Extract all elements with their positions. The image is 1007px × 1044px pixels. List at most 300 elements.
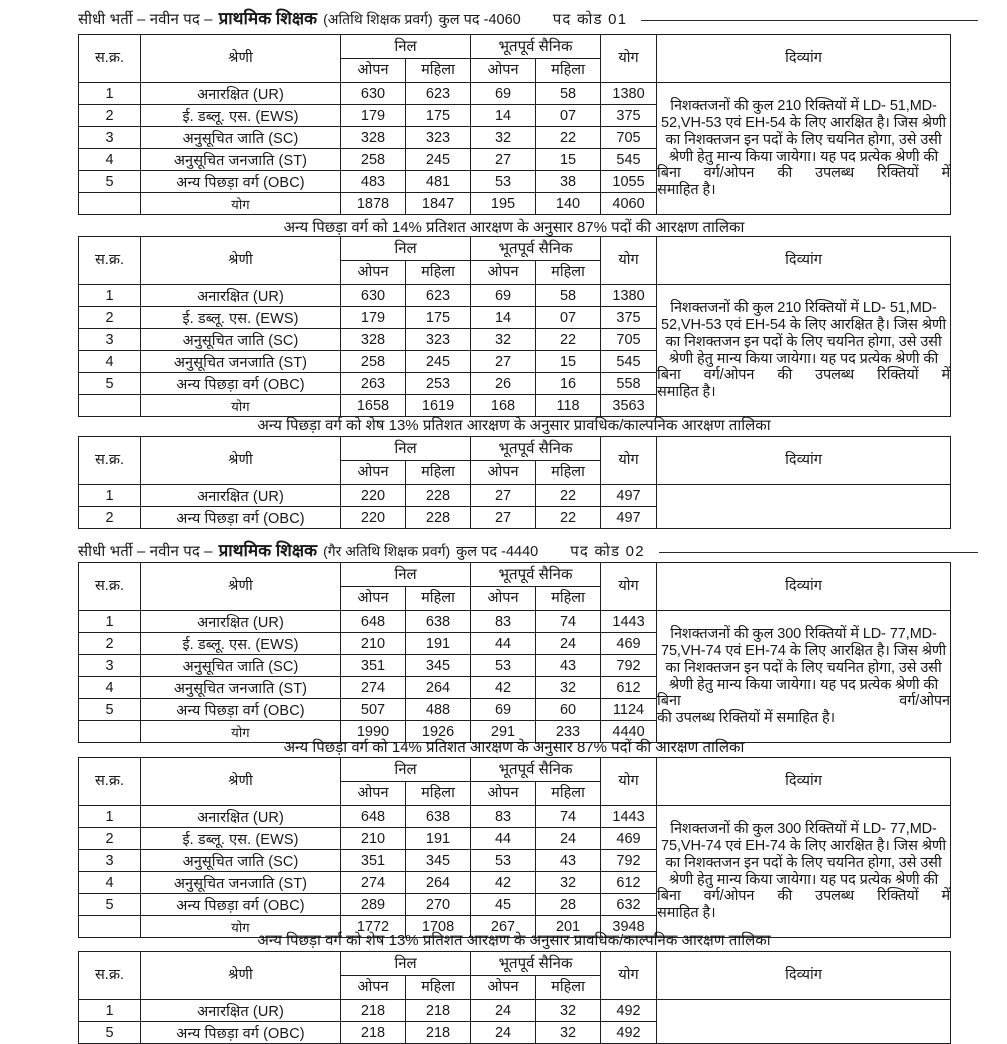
cell-nil-female: 218 — [406, 1022, 471, 1044]
cell-serial: 2 — [79, 633, 141, 655]
cell-nil-female: 191 — [406, 828, 471, 850]
header-nil-open: ओपन — [341, 782, 406, 806]
cell-nil-open: 220 — [341, 507, 406, 529]
cell-ex-female: 58 — [536, 285, 601, 307]
header-ex-female: महिला — [536, 782, 601, 806]
cell-ex-open: 83 — [471, 806, 536, 828]
header-group-nil: निल — [341, 952, 471, 976]
cell-sum-ex-female: 140 — [536, 193, 601, 215]
header-group-nil: निल — [341, 237, 471, 261]
cell-serial: 4 — [79, 872, 141, 894]
header-group-nil: निल — [341, 437, 471, 461]
cell-nil-female: 245 — [406, 149, 471, 171]
cell-ex-female: 28 — [536, 894, 601, 916]
cell-ex-open: 53 — [471, 850, 536, 872]
cell-ex-female: 22 — [536, 127, 601, 149]
cell-nil-open: 648 — [341, 611, 406, 633]
cell-sum-ex-female: 201 — [536, 916, 601, 938]
cell-nil-female: 623 — [406, 285, 471, 307]
cell-ex-open: 83 — [471, 611, 536, 633]
heading-lead-text: सीधी भर्ती – नवीन पद – — [78, 543, 213, 560]
table-header — [79, 563, 951, 611]
table-row — [79, 485, 951, 507]
cell-total: 1124 — [601, 699, 657, 721]
header-nil-female: महिला — [406, 59, 471, 83]
cell-ex-female: 24 — [536, 828, 601, 850]
table-title-2-2: अन्य पिछड़ा वर्ग को 14% प्रतिशत आरक्षण के अनुसार 87% पदों की आरक्षण तालिका — [283, 739, 745, 756]
cell-sum-ex-female: 118 — [536, 395, 601, 417]
header-ex-open: ओपन — [471, 261, 536, 285]
cell-sum-nil-female: 1847 — [406, 193, 471, 215]
cell-ex-female: 58 — [536, 83, 601, 105]
cell-total: 632 — [601, 894, 657, 916]
table-header — [79, 237, 951, 285]
cell-category: अन्य पिछड़ा वर्ग (OBC) — [141, 894, 341, 916]
reservation-table-2-3 — [78, 951, 951, 1044]
cell-nil-open: 218 — [341, 1022, 406, 1044]
cell-nil-open: 258 — [341, 351, 406, 373]
cell-nil-open: 274 — [341, 872, 406, 894]
header-total: योग — [601, 952, 657, 1000]
note-line: 77,MD-75,VH-74 एवं EH-74 के लिए आरक्षित — [661, 626, 937, 659]
table-body — [79, 485, 951, 529]
table-body — [79, 611, 951, 743]
table-body — [79, 806, 951, 938]
heading-lead-text: सीधी भर्ती – नवीन पद – — [78, 11, 213, 28]
table-row — [79, 285, 951, 307]
cell-total: 1443 — [601, 611, 657, 633]
cell-sum-nil-female: 1926 — [406, 721, 471, 743]
cell-category: अनारक्षित (UR) — [141, 806, 341, 828]
note-line: निशक्तजनों की कुल 300 रिक्तियों में LD- — [670, 821, 886, 838]
cell-total: 375 — [601, 307, 657, 329]
note-line: बिना वर्ग/ओपन की उपलब्ध रिक्तियों में — [657, 165, 951, 182]
cell-nil-female: 488 — [406, 699, 471, 721]
table-block-2-1 — [78, 562, 951, 743]
cell-sum-nil-female: 1708 — [406, 916, 471, 938]
note-line: पदों के लिए चयनित होगा, उसे उसी श्रेणी हेतु — [668, 131, 942, 165]
header-divyang: दिव्यांग — [657, 237, 951, 285]
cell-nil-female: 264 — [406, 677, 471, 699]
table-block-1-1 — [78, 34, 951, 215]
cell-divyang-empty — [657, 485, 951, 529]
cell-nil-open: 328 — [341, 127, 406, 149]
cell-ex-female: 07 — [536, 105, 601, 127]
cell-total: 792 — [601, 655, 657, 677]
cell-ex-female: 22 — [536, 507, 601, 529]
table-row — [79, 611, 951, 633]
cell-nil-female: 245 — [406, 351, 471, 373]
header-category: श्रेणी — [141, 35, 341, 83]
cell-ex-open: 69 — [471, 285, 536, 307]
header-serial: स.क्र. — [79, 237, 141, 285]
cell-nil-female: 264 — [406, 872, 471, 894]
cell-total: 545 — [601, 351, 657, 373]
cell-category: अनारक्षित (UR) — [141, 1000, 341, 1022]
section-heading-post-code-02 — [78, 542, 978, 561]
cell-ex-open: 24 — [471, 1000, 536, 1022]
table-header — [79, 952, 951, 1000]
cell-serial: 3 — [79, 655, 141, 677]
note-line: 77,MD-75,VH-74 एवं EH-74 के लिए — [661, 821, 937, 854]
cell-sum-nil-female: 1619 — [406, 395, 471, 417]
header-nil-female: महिला — [406, 587, 471, 611]
header-category: श्रेणी — [141, 758, 341, 806]
cell-nil-open: 648 — [341, 806, 406, 828]
cell-ex-female: 60 — [536, 699, 601, 721]
cell-serial: 3 — [79, 850, 141, 872]
note-line-last: समाहित है। — [657, 182, 716, 199]
cell-serial: 5 — [79, 171, 141, 193]
cell-category: अनारक्षित (UR) — [141, 485, 341, 507]
cell-nil-female: 228 — [406, 507, 471, 529]
note-line: पदों के लिए चयनित होगा, उसे उसी श्रेणी हेतु — [668, 333, 942, 367]
note-line: 51,MD-52,VH-53 एवं EH-54 के लिए — [661, 98, 937, 131]
cell-total: 1055 — [601, 171, 657, 193]
cell-total: 469 — [601, 828, 657, 850]
header-total: योग — [601, 237, 657, 285]
cell-serial: 1 — [79, 1000, 141, 1022]
cell-serial: 1 — [79, 611, 141, 633]
cell-ex-open: 45 — [471, 894, 536, 916]
cell-ex-open: 26 — [471, 373, 536, 395]
cell-ex-open: 14 — [471, 105, 536, 127]
header-divyang: दिव्यांग — [657, 563, 951, 611]
cell-category: अन्य पिछड़ा वर्ग (OBC) — [141, 1022, 341, 1044]
cell-nil-open: 630 — [341, 83, 406, 105]
cell-nil-open: 220 — [341, 485, 406, 507]
cell-total: 705 — [601, 329, 657, 351]
cell-ex-open: 69 — [471, 83, 536, 105]
cell-serial: 1 — [79, 806, 141, 828]
cell-serial: 5 — [79, 1022, 141, 1044]
cell-nil-female: 323 — [406, 127, 471, 149]
table-body — [79, 285, 951, 417]
cell-nil-female: 481 — [406, 171, 471, 193]
cell-category: अनुसूचित जनजाति (ST) — [141, 677, 341, 699]
cell-nil-open: 274 — [341, 677, 406, 699]
reservation-table-1-3 — [78, 436, 951, 529]
cell-ex-female: 22 — [536, 485, 601, 507]
header-divyang: दिव्यांग — [657, 35, 951, 83]
cell-total: 1380 — [601, 285, 657, 307]
header-group-ex-serviceman: भूतपूर्व सैनिक — [471, 237, 601, 261]
note-line: मान्य किया जायेगा। यह पद प्रत्येक श्रेणी की — [716, 148, 939, 165]
heading-category-paren: (गैर अतिथि शिक्षक प्रवर्ग) — [323, 543, 451, 559]
cell-serial: 5 — [79, 699, 141, 721]
cell-serial: 5 — [79, 894, 141, 916]
header-nil-open: ओपन — [341, 587, 406, 611]
cell-total: 558 — [601, 373, 657, 395]
cell-nil-female: 638 — [406, 611, 471, 633]
cell-ex-female: 32 — [536, 872, 601, 894]
note-line: आरक्षित है। जिस श्रेणी का निशक्तजन इन — [665, 837, 947, 871]
cell-nil-female: 345 — [406, 850, 471, 872]
cell-ex-female: 38 — [536, 171, 601, 193]
cell-nil-open: 289 — [341, 894, 406, 916]
cell-sum-total: 4440 — [601, 721, 657, 743]
header-divyang: दिव्यांग — [657, 437, 951, 485]
cell-ex-open: 53 — [471, 171, 536, 193]
cell-sum-nil-open: 1990 — [341, 721, 406, 743]
table-row — [79, 83, 951, 105]
note-line-last: समाहित है। — [657, 384, 716, 401]
cell-ex-open: 42 — [471, 872, 536, 894]
header-divyang: दिव्यांग — [657, 952, 951, 1000]
note-line-last: की उपलब्ध रिक्तियों में समाहित है। — [657, 710, 835, 727]
heading-category-paren: (अतिथि शिक्षक प्रवर्ग) — [323, 11, 433, 27]
cell-sum-label: योग — [141, 721, 341, 743]
cell-ex-open: 69 — [471, 699, 536, 721]
cell-serial: 1 — [79, 485, 141, 507]
header-group-ex-serviceman: भूतपूर्व सैनिक — [471, 952, 601, 976]
note-line: जायेगा। यह पद प्रत्येक श्रेणी की बिना वर्ग/ओपन — [657, 676, 951, 710]
note-line: निशक्तजनों की कुल 210 रिक्तियों में LD- — [670, 300, 886, 317]
cell-sum-label: योग — [141, 916, 341, 938]
cell-category: अनुसूचित जाति (SC) — [141, 655, 341, 677]
cell-category: अनुसूचित जनजाति (ST) — [141, 872, 341, 894]
header-ex-open: ओपन — [471, 976, 536, 1000]
note-line: है। जिस श्रेणी का निशक्तजन इन पदों के लिए — [665, 642, 947, 676]
cell-ex-female: 15 — [536, 149, 601, 171]
cell-ex-female: 07 — [536, 307, 601, 329]
note-line: 51,MD-52,VH-53 एवं EH-54 के लिए — [661, 300, 937, 333]
cell-nil-open: 483 — [341, 171, 406, 193]
cell-nil-open: 218 — [341, 1000, 406, 1022]
heading-rule — [641, 20, 978, 21]
heading-post-name: प्राथमिक शिक्षक — [218, 9, 318, 28]
header-nil-female: महिला — [406, 782, 471, 806]
section-heading-post-code-01 — [78, 10, 978, 29]
cell-ex-open: 24 — [471, 1022, 536, 1044]
cell-category: अनुसूचित जाति (SC) — [141, 329, 341, 351]
cell-nil-female: 253 — [406, 373, 471, 395]
header-category: श्रेणी — [141, 237, 341, 285]
header-ex-female: महिला — [536, 261, 601, 285]
cell-sum-ex-female: 233 — [536, 721, 601, 743]
cell-serial: 5 — [79, 373, 141, 395]
header-group-ex-serviceman: भूतपूर्व सैनिक — [471, 758, 601, 782]
cell-serial: 2 — [79, 105, 141, 127]
header-nil-open: ओपन — [341, 59, 406, 83]
cell-nil-open: 630 — [341, 285, 406, 307]
header-total: योग — [601, 563, 657, 611]
note-line: आरक्षित है। जिस श्रेणी का निशक्तजन इन — [665, 316, 947, 350]
cell-sum-ex-open: 291 — [471, 721, 536, 743]
note-line: मान्य किया जायेगा। यह पद प्रत्येक श्रेणी की — [716, 350, 939, 367]
header-serial: स.क्र. — [79, 563, 141, 611]
note-line: निशक्तजनों की कुल 210 रिक्तियों में LD- — [670, 98, 886, 115]
cell-category: अनारक्षित (UR) — [141, 83, 341, 105]
cell-serial: 1 — [79, 285, 141, 307]
header-serial: स.क्र. — [79, 35, 141, 83]
cell-ex-female: 32 — [536, 677, 601, 699]
cell-category: ई. डब्लू. एस. (EWS) — [141, 307, 341, 329]
cell-total: 705 — [601, 127, 657, 149]
header-category: श्रेणी — [141, 952, 341, 1000]
cell-nil-open: 179 — [341, 105, 406, 127]
heading-rule — [659, 552, 978, 553]
table-row — [79, 1000, 951, 1022]
reservation-table-1-2 — [78, 236, 951, 417]
reservation-table-2-2 — [78, 757, 951, 938]
cell-ex-open: 27 — [471, 149, 536, 171]
table-body — [79, 83, 951, 215]
header-group-ex-serviceman: भूतपूर्व सैनिक — [471, 437, 601, 461]
cell-ex-open: 53 — [471, 655, 536, 677]
header-ex-female: महिला — [536, 461, 601, 485]
cell-total: 492 — [601, 1000, 657, 1022]
cell-total: 469 — [601, 633, 657, 655]
header-group-nil: निल — [341, 563, 471, 587]
cell-total: 497 — [601, 507, 657, 529]
cell-category: अनुसूचित जाति (SC) — [141, 127, 341, 149]
header-divyang: दिव्यांग — [657, 758, 951, 806]
cell-ex-female: 32 — [536, 1000, 601, 1022]
cell-ex-open: 42 — [471, 677, 536, 699]
cell-total: 612 — [601, 872, 657, 894]
table-row — [79, 806, 951, 828]
cell-ex-female: 74 — [536, 806, 601, 828]
cell-category: अनारक्षित (UR) — [141, 285, 341, 307]
cell-total: 1443 — [601, 806, 657, 828]
table-header — [79, 35, 951, 83]
cell-ex-open: 14 — [471, 307, 536, 329]
cell-nil-female: 270 — [406, 894, 471, 916]
header-ex-open: ओपन — [471, 587, 536, 611]
cell-serial: 2 — [79, 307, 141, 329]
reservation-table-1-1 — [78, 34, 951, 215]
cell-nil-female: 175 — [406, 105, 471, 127]
note-line: बिना वर्ग/ओपन की उपलब्ध रिक्तियों में — [657, 888, 951, 905]
cell-category: ई. डब्लू. एस. (EWS) — [141, 633, 341, 655]
heading-post-code: पद कोड 02 — [570, 543, 645, 560]
cell-category: ई. डब्लू. एस. (EWS) — [141, 828, 341, 850]
cell-serial: 3 — [79, 329, 141, 351]
cell-nil-female: 191 — [406, 633, 471, 655]
note-line-last: समाहित है। — [657, 905, 716, 922]
cell-category: ई. डब्लू. एस. (EWS) — [141, 105, 341, 127]
header-nil-female: महिला — [406, 461, 471, 485]
header-category: श्रेणी — [141, 437, 341, 485]
header-nil-open: ओपन — [341, 461, 406, 485]
cell-ex-female: 43 — [536, 655, 601, 677]
cell-ex-female: 15 — [536, 351, 601, 373]
cell-sum-total: 3563 — [601, 395, 657, 417]
cell-total: 375 — [601, 105, 657, 127]
cell-nil-female: 228 — [406, 485, 471, 507]
cell-nil-open: 210 — [341, 828, 406, 850]
header-ex-open: ओपन — [471, 461, 536, 485]
cell-serial: 2 — [79, 828, 141, 850]
cell-nil-female: 638 — [406, 806, 471, 828]
header-total: योग — [601, 437, 657, 485]
cell-serial — [79, 395, 141, 417]
cell-ex-open: 44 — [471, 828, 536, 850]
header-nil-female: महिला — [406, 976, 471, 1000]
cell-sum-label: योग — [141, 395, 341, 417]
table-block-2-3 — [78, 951, 951, 1044]
cell-ex-open: 27 — [471, 351, 536, 373]
cell-serial: 4 — [79, 677, 141, 699]
cell-nil-female: 345 — [406, 655, 471, 677]
header-ex-female: महिला — [536, 59, 601, 83]
cell-category: अन्य पिछड़ा वर्ग (OBC) — [141, 373, 341, 395]
cell-ex-open: 27 — [471, 485, 536, 507]
header-ex-female: महिला — [536, 587, 601, 611]
cell-serial: 4 — [79, 149, 141, 171]
heading-total-posts: कुल पद -4440 — [456, 544, 539, 560]
cell-nil-open: 179 — [341, 307, 406, 329]
cell-nil-open: 507 — [341, 699, 406, 721]
cell-nil-female: 323 — [406, 329, 471, 351]
cell-serial: 3 — [79, 127, 141, 149]
table-block-2-2 — [78, 757, 951, 938]
cell-ex-open: 44 — [471, 633, 536, 655]
cell-divyang-empty — [657, 1000, 951, 1044]
header-group-ex-serviceman: भूतपूर्व सैनिक — [471, 563, 601, 587]
cell-ex-female: 43 — [536, 850, 601, 872]
header-category: श्रेणी — [141, 563, 341, 611]
table-block-1-2 — [78, 236, 951, 417]
table-header — [79, 758, 951, 806]
cell-serial: 4 — [79, 351, 141, 373]
cell-ex-female: 24 — [536, 633, 601, 655]
table-body — [79, 1000, 951, 1044]
table-header — [79, 437, 951, 485]
cell-nil-open: 210 — [341, 633, 406, 655]
cell-category: अनुसूचित जनजाति (ST) — [141, 149, 341, 171]
cell-nil-open: 263 — [341, 373, 406, 395]
cell-divyang-note — [657, 806, 951, 938]
cell-total: 792 — [601, 850, 657, 872]
header-total: योग — [601, 35, 657, 83]
note-line: पदों के लिए चयनित होगा, उसे उसी श्रेणी हेतु — [668, 854, 942, 888]
cell-sum-total: 3948 — [601, 916, 657, 938]
cell-total: 497 — [601, 485, 657, 507]
cell-category: अनुसूचित जनजाति (ST) — [141, 351, 341, 373]
cell-ex-female: 32 — [536, 1022, 601, 1044]
cell-ex-female: 16 — [536, 373, 601, 395]
cell-serial: 1 — [79, 83, 141, 105]
cell-category: अन्य पिछड़ा वर्ग (OBC) — [141, 171, 341, 193]
cell-ex-female: 22 — [536, 329, 601, 351]
heading-total-posts: कुल पद -4060 — [438, 12, 521, 28]
header-serial: स.क्र. — [79, 758, 141, 806]
cell-divyang-note — [657, 83, 951, 215]
header-group-nil: निल — [341, 35, 471, 59]
header-ex-open: ओपन — [471, 59, 536, 83]
note-line: बिना वर्ग/ओपन की उपलब्ध रिक्तियों में — [657, 367, 951, 384]
cell-nil-female: 175 — [406, 307, 471, 329]
table-title-1-2: अन्य पिछड़ा वर्ग को 14% प्रतिशत आरक्षण के अनुसार 87% पदों की आरक्षण तालिका — [283, 219, 745, 236]
table-title-2-3: अन्य पिछड़ा वर्ग को शेष 13% प्रतिशत आरक्षण के अनुसार प्रावधिक/काल्पनिक आरक्षण तालिका — [257, 932, 771, 949]
cell-serial: 2 — [79, 507, 141, 529]
cell-nil-female: 218 — [406, 1000, 471, 1022]
cell-ex-open: 32 — [471, 127, 536, 149]
cell-nil-female: 623 — [406, 83, 471, 105]
cell-divyang-note — [657, 611, 951, 743]
cell-sum-total: 4060 — [601, 193, 657, 215]
cell-sum-nil-open: 1658 — [341, 395, 406, 417]
table-title-1-3: अन्य पिछड़ा वर्ग को शेष 13% प्रतिशत आरक्षण के अनुसार प्रावधिक/काल्पनिक आरक्षण तालिका — [257, 417, 771, 434]
cell-serial — [79, 193, 141, 215]
header-nil-open: ओपन — [341, 261, 406, 285]
header-total: योग — [601, 758, 657, 806]
cell-sum-ex-open: 267 — [471, 916, 536, 938]
cell-total: 612 — [601, 677, 657, 699]
heading-post-code: पद कोड 01 — [552, 11, 628, 28]
